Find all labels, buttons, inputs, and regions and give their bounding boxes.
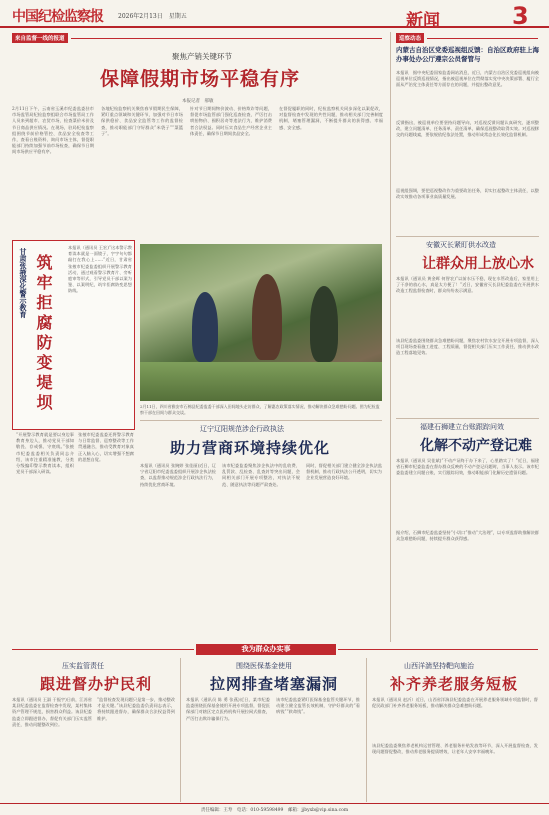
bottom-left-col-2: “监督检查发现问题只是第一步，推动整改才是关键。”该县纪委监委负责同志表示，将持续跟进督办，确保群众合法权益得到维护。 [97, 697, 175, 721]
news-photo [140, 244, 382, 401]
right-low-col-1: 本报讯（通讯员 吴佳斌)“不动产证终于办下来了，心里踏实了！”近日，福建省石狮市纪委监委在督办群众反映的不动产登记问题时，当事人表示。该市纪委监委建立问题台账，实行跟踪问效，推动职能部门化解历史遗留问题。 [396, 458, 539, 476]
bottom-right-title: 补齐养老服务短板 [390, 675, 519, 693]
right-top-col-3: 巡视组强调，要把巡视整改作为重要政治任务，切实扛起整改主体责任，以整改实效推动各项事业高质量发展。 [396, 188, 539, 200]
lead-story-col-1: 2月11日下午，云南省玉溪市纪委监委驻市市场监管局纪检监察组联合市场监管局工作人员来到超市、农贸市场，检查菜价米价及节日商品供应情况。在现场，驻局纪检监察组围绕节前价格管控、食品安全检查等工作，查看台账资料、询问市场主体，督促职能部门持续加强节前市场检查，确保节日期间市场供应平稳有序。 [12, 106, 94, 155]
bottom-left-title: 跟进督办护民利 [40, 675, 153, 693]
bottom-left-col-1: 本报讯（通讯员 王淑 于振宇)日前，江苏省某县纪委监委在监督检查中发现，某村集体资产管理不规范，损害群众利益。该县纪委监委立即跟进督办，督促有关部门压实监管责任，推动问题整改到位。 [12, 697, 92, 727]
right-mid-kicker: 安徽灭长紧盯供水改造 [426, 241, 496, 249]
service-banner: 我为群众办实事 [196, 644, 336, 655]
footer-contact: 责任编辑：王寿 电话：010-59598499 邮箱：jjbyxb@vip.sina.com [200, 808, 349, 813]
right-top-header [396, 33, 538, 43]
side-column-col-3: 张掖市纪委监委还将警示教育与日常监督、巡察整改等工作贯通融合，推动受教育对象真正入脑入心，切实增强不想腐的思想自觉。 [78, 432, 134, 462]
lead-story-col-3: 针对节日期间物价波动、价格欺诈等问题，督促市场监管部门强化巡查检查，严厉打击哄抬物价、囤积居奇等违法行为，维护消费者合法权益。同时压实食品生产经营企业主体责任，确保节日期间食品安全。 [190, 106, 272, 136]
lead-story-col-2: 各地纪检监察机关聚焦春节假期民生保障，紧盯重点领域和关键环节，加强对节日市场保供稳价、食品安全监管等工作的监督检查，推动职能部门守好群众“米袋子”“菜篮子”。 [101, 106, 183, 136]
bottom-right-col-1: 本报讯（通讯员 赵沂）近日，山西省洋湍县纪委监委在开展养老服务领域专项监督时，督促民政部门补齐养老服务短板，推动解决群众急难愁盼问题。 [372, 697, 538, 709]
lead-story-band: 来自监督一线的报道 [12, 33, 68, 43]
lead-story-title: 保障假期市场平稳有序 [100, 68, 301, 90]
right-mid-col-1: 本报讯（通讯员 黄金晖 何智农)“以前水压不稳，现在水管改造后，家里用上了干净的放心水，真是太方便了！”近日，安徽省灭长县纪委监委在开展供水改造工程监督检查时，群众纷纷表示满意。 [396, 276, 539, 294]
lead-story-byline: 本报记者 郝敏 [182, 99, 214, 104]
middle-story-col-3: 同时，督促相关部门建立健全涉企执法监督机制，推动行政执法公开透明，切实为企业发展营造良好环境。 [306, 463, 382, 481]
masthead [0, 0, 549, 31]
newspaper-logo: 中国纪检监察报 [12, 9, 103, 25]
bottom-mid-col-2: 该市纪委监委紧盯医保基金监管关键环节，推动建立健全监管长效机制，守护好群众的“看病钱”“救命钱”。 [276, 697, 360, 715]
right-low-kicker: 福建石狮建立台账跟踪问效 [420, 423, 504, 431]
photo-figure-3 [310, 286, 338, 362]
photo-figure-1 [192, 292, 218, 362]
photo-figure-2 [252, 274, 282, 360]
right-top-band: 巡察动态 [396, 33, 424, 43]
lead-story-kicker: 聚焦产销关键环节 [172, 52, 232, 61]
right-mid-title: 让群众用上放心水 [422, 256, 534, 272]
right-top-title: 内蒙古自治区党委巡视组反馈：自治区政府驻上海办事处办公厅遵宗公员督管与 [396, 46, 539, 63]
bottom-mid-kicker: 围绕医保基金使用 [236, 662, 292, 670]
right-low-col-2: 据介绍，石狮市纪委监委坚持“小切口”推动“大治理”，以专项监督助推解决群众急难愁盼问题，持续提升群众获得感。 [396, 530, 539, 542]
issue-date: 2026年2月13日 星期五 [118, 13, 187, 20]
right-top-col-1: 本报讯 据中央纪委国家监委网站消息，近日，内蒙古自治区党委巡视组向被巡视单位反馈巡视情况，指出被巡视单位在贯彻落实党中央决策部署、履行全面从严治党主体责任等方面存在的问题，并提出整改意见。 [396, 70, 539, 88]
bottom-right-kicker: 山西洋湍坚持靶向施治 [404, 662, 474, 670]
side-column-title: 筑牢拒腐防变堤坝 [34, 254, 53, 414]
middle-story-kicker: 辽宁辽阳规范涉企行政执法 [200, 425, 284, 433]
page-number: 3 [512, 2, 529, 30]
bottom-mid-title: 拉网排查堵塞漏洞 [210, 675, 339, 693]
middle-story-title: 助力营商环境持续优化 [170, 439, 331, 457]
bottom-left-kicker: 压实监管责任 [62, 662, 104, 670]
section-title: 新闻 [406, 11, 440, 31]
bottom-right-col-2: 该县纪委监委聚焦养老机构运营管理、养老服务补贴发放等环节，深入开展监督检查，发现问题督促整改，推动养老服务提质增效，让老年人安享幸福晚年。 [372, 743, 538, 755]
right-top-col-2: 反馈指出，被巡视单位要坚持问题导向，对巡视反馈问题认真研究、逐项整改，建立问题清单、任务清单、责任清单，确保巡视整改取得实效。对巡视移交的问题线索，要依规依纪依法处置，推动形成常态化长效化监督机制。 [396, 120, 539, 138]
right-low-title: 化解不动产登记难 [420, 438, 532, 454]
middle-story-col-2: 该市纪委监委聚焦涉企执法中的乱收费、乱罚款、乱检查、乱查封等突出问题，会同相关部门开展专项整治，对执法不规范、随意执法等问题严肃查处。 [222, 463, 300, 487]
side-column-col-1: 本报讯（通讯员 王宏)“这本警示教育读本就是一面镜子，字字句句都敲打在我心上……”近日，甘肃省张掖市纪委监委组织开展警示教育活动，通过观看警示教育片、旁听庭审等形式，引导党员干部以案为鉴、以案明纪，筑牢拒腐防变思想防线。 [68, 245, 132, 294]
bottom-mid-col-1: 本报讯（通讯员 陈 勇 张燕)近日，某市纪委监委围绕医保基金使用开展专项监督，督促医保部门对辖区定点医药机构开展拉网式排查，严厉打击欺诈骗保行为。 [186, 697, 270, 721]
side-column-label: 甘肃张掖深化警示教育 [19, 248, 27, 318]
page-footer [0, 803, 549, 815]
middle-story-col-1: 本报讯（通讯员 张婉婷 张佳丽)近日，辽宁省辽阳市纪委监委组织开展涉企执法检查，以监督推动规范涉企行政执法行为，持续优化营商环境。 [140, 463, 216, 487]
lead-story-col-4: 在督促履职的同时，纪检监察机关同步深化以案促改，对监督检查中发现的共性问题，推动相关部门完善制度机制，堵塞管理漏洞，不断提升群众的获得感、幸福感、安全感。 [279, 106, 383, 130]
lead-story-header [12, 33, 382, 43]
photo-caption: 2月11日，四川省雅安市石棉县纪委监委干部深入田间地头走访群众，了解惠农政策落实情况，推动解决群众急难愁盼问题。图为纪检监察干部在田间与群众交谈。 [140, 404, 380, 415]
side-column-col-2: “开展警示教育就是要以身边事教育身边人，推动党员干部知敬畏、存戒惧、守底线。”张掖市纪委监委相关负责同志介绍，该市注重精准施教，分类分级编印警示教育读本，组织党员干部深入研读。 [16, 432, 74, 475]
right-mid-col-2: 该县纪委监委围绕群众急难愁盼问题，聚焦农村饮水安全开展专项监督，深入项目现场查看施工进度、工程质量，督促相关部门压实工作责任，推动供水改造工程落地见效。 [396, 338, 539, 356]
